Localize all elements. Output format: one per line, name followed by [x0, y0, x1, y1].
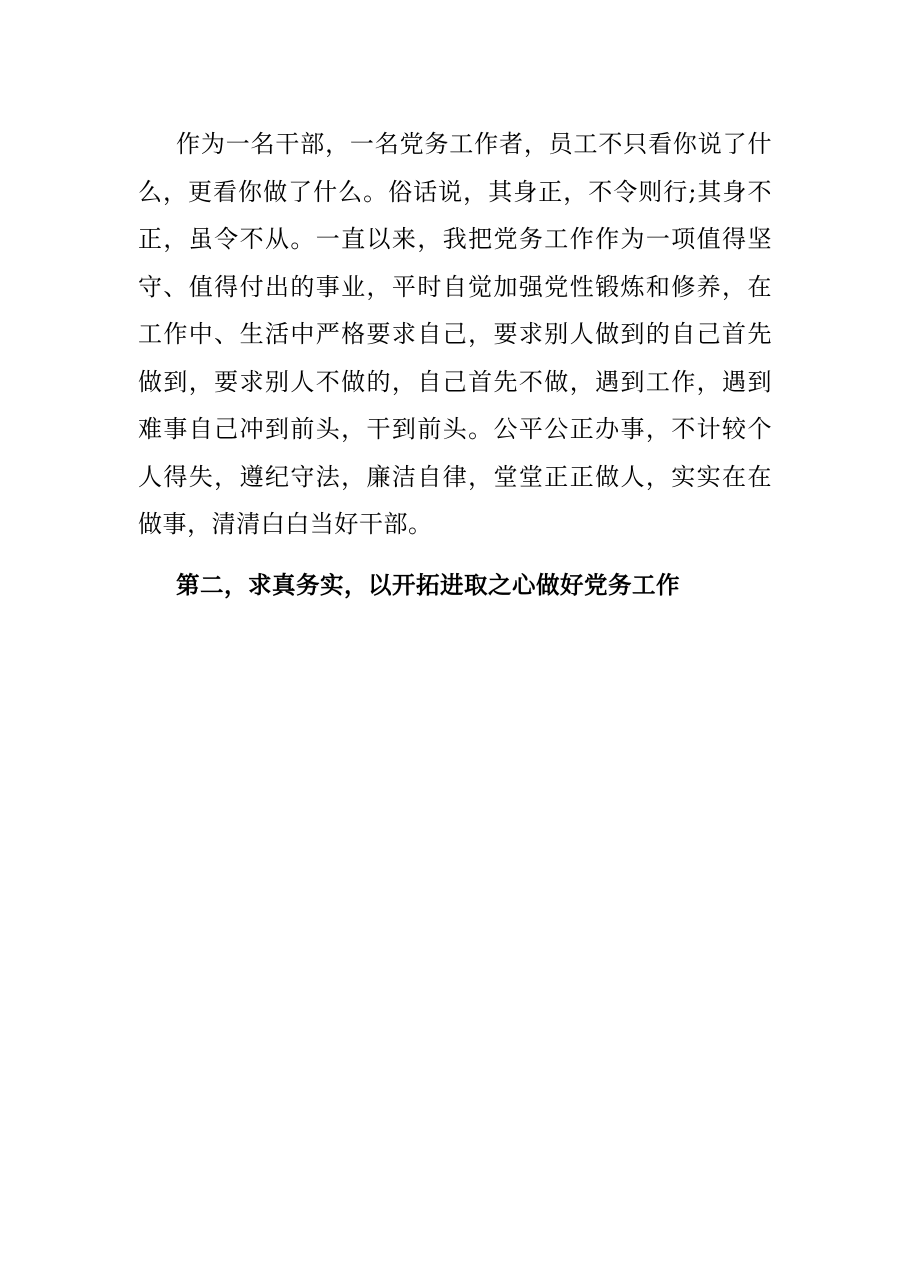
- body-paragraph: 作为一名干部，一名党务工作者，员工不只看你说了什么，更看你做了什么。俗话说，其身正，不令则行;其身不正，虽令不从。一直以来，我把党务工作作为一项值得坚守、值得付出的事业，平时自觉加强党性锻炼和修养，在工作中、生活中严格要求自己，要求别人做到的自己首先做到，要求别人不做的，自己首先不做，遇到工作，遇到难事自己冲到前头，干到前头。公平公正办事，不计较个人得失，遵纪守法，廉洁自律，堂堂正正做人，实实在在做事，清清白白当好干部。: [138, 130, 772, 538]
- document-body: [138, 121, 772, 609]
- section-heading: 第二，求真务实，以开拓进取之心做好党务工作: [176, 570, 680, 599]
